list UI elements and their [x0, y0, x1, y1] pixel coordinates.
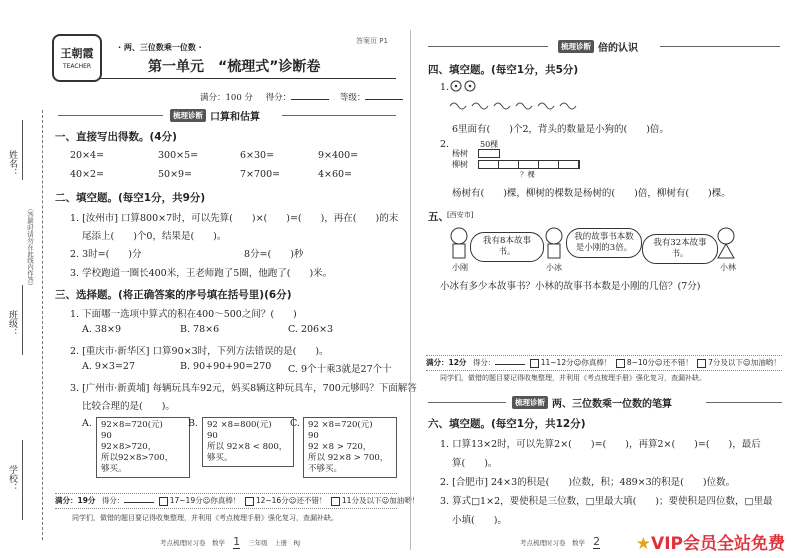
q6-heading: 六、填空题。(每空1分，共12分) [428, 418, 586, 430]
check-box[interactable] [245, 497, 254, 506]
box-line: 够买。 [207, 453, 233, 463]
q3-option-box-a[interactable] [96, 417, 190, 478]
dog-icon [472, 103, 488, 109]
q4-num2: 2. [440, 139, 450, 150]
brand-name: 王朝霞 [60, 47, 94, 60]
box-line: 92×8=720(元) [101, 420, 163, 430]
box-line: 90 [308, 431, 319, 441]
q2-line3a: 2. 3时=( )分 [70, 249, 142, 260]
box-line: 所以 92×8 > 700， [308, 453, 389, 463]
score-field-label: 得分： [265, 93, 292, 103]
q5-heading: 五、 [428, 211, 449, 223]
q4-line1: 6里面有( )个2，背头的数量是小狗的( )倍。 [452, 124, 669, 135]
score-field[interactable] [291, 90, 329, 100]
footer-right [520, 535, 600, 548]
bar-opt: 11~12分 [540, 358, 574, 367]
bar-score-field[interactable] [495, 356, 525, 365]
bar-opt: 12~16分 [255, 496, 289, 505]
bar-note: 你真棒！ [210, 496, 241, 505]
q2-heading: 二、填空题。(每空1分，共9分) [55, 192, 206, 204]
q4-line2: 杨树有( )棵，柳树的棵数是杨树的( )倍，柳树有( )棵。 [452, 188, 731, 199]
box-line: 所以 92×8 < 800， [207, 442, 288, 452]
bar-liu [478, 160, 580, 169]
kid-name-xiaobing: 小冰 [546, 263, 562, 272]
q5-answer-area[interactable] [440, 295, 780, 350]
dog-icon [516, 103, 532, 109]
box-line: 92×8>720， [101, 442, 157, 452]
page-divider [410, 30, 411, 550]
smile-icon: ☺ [202, 496, 211, 505]
class-label: 班级： [7, 310, 17, 337]
section-rule [58, 115, 163, 116]
box-line: 够买。 [101, 464, 127, 474]
section-rule-right [282, 115, 396, 116]
q2-line2: 尾添上( )个0，结果是( )。 [82, 231, 227, 242]
bar-yang [478, 149, 500, 158]
bubble-xiaogang: 我有8本故事书。 [470, 232, 544, 262]
q4-heading: 四、填空题。(每空1分，共5分) [428, 64, 579, 76]
kid-name-xiaogang: 小刚 [452, 263, 468, 272]
q1-item: 40×2= [70, 169, 105, 180]
vip-watermark[interactable] [636, 529, 785, 554]
footer-text: 考点梳理时习卷 数学 [520, 539, 585, 547]
bar-score-field[interactable] [124, 494, 154, 503]
check-box[interactable] [697, 359, 706, 368]
kid-xiaolin [712, 226, 740, 260]
q5-question: 小冰有多少本故事书？小林的故事书本数是小刚的几倍？(7分) [440, 281, 701, 292]
smile-icon: ☺ [573, 358, 582, 367]
footer-left [160, 535, 300, 548]
page-number: 2 [593, 535, 601, 548]
brand-logo [52, 34, 102, 82]
q1-item: 4×60= [318, 169, 353, 180]
q4-num1: 1. [440, 82, 450, 93]
bar-opt: 7分及以下 [708, 358, 743, 367]
page-number: 1 [233, 535, 241, 548]
footer-grade: 三年级 上册 RJ [248, 539, 301, 547]
q3-boxC-label: C. [290, 418, 300, 429]
q3-line4: 比较合理的是( )。 [82, 401, 175, 412]
q3-line2: 2. [重庆市·新华区] 口算90×3时，下列方法错误的是( )。 [70, 346, 329, 357]
section-title: 倍的认识 [598, 43, 638, 54]
title-rule [100, 78, 396, 79]
grade-field[interactable] [365, 90, 403, 100]
score-bar-right [426, 355, 782, 371]
q6-line4: 3. 算式□1×2，要使积是三位数，□里最大填( )；要使积是四位数，□里最 [440, 496, 773, 507]
bar-score: 得分： [472, 358, 496, 367]
kid-name-xiaolin: 小林 [720, 263, 736, 272]
q3-opt: C. 206×3 [288, 324, 334, 335]
footer-text: 考点梳理时习卷 数学 [160, 539, 225, 547]
q3-heading: 三、选择题。(将正确答案的序号填在括号里)(6分) [55, 289, 292, 301]
kid-xiaobing [540, 226, 568, 260]
section-title: 口算和估算 [210, 112, 260, 123]
box-line: 90 [101, 431, 112, 441]
bar-full: 满分：19分 [55, 496, 96, 505]
bar-opt: 11分及以下 [341, 496, 382, 505]
class-line [22, 285, 23, 355]
score-bar-left [55, 493, 420, 509]
q3-opt: A. 38×9 [82, 324, 121, 335]
q3-opt: B. 78×6 [180, 324, 220, 335]
box-line: 92 ×8 > 720， [308, 442, 372, 452]
section-tag: 梳理诊断 [512, 396, 548, 409]
q1-item: 6×30= [240, 150, 275, 161]
q4-val50: 50棵 [480, 140, 499, 149]
q3-opt: C. 9个十乘3就是27个十 [288, 364, 392, 375]
section-header-oral [170, 108, 260, 123]
school-label: 学校： [7, 465, 17, 492]
q1-item: 20×4= [70, 150, 105, 161]
q5-place: [西安市] [447, 211, 474, 219]
dog-icon [450, 103, 466, 109]
vip-text: VIP会员全站免费 [651, 534, 785, 554]
q3-option-box-b[interactable] [202, 417, 294, 467]
q3-boxA-label: A. [82, 418, 92, 429]
bar-note: 还不错！ [296, 496, 327, 505]
binding-strip [0, 120, 50, 550]
section-rule-right [660, 46, 780, 47]
box-line: 90 [207, 431, 218, 441]
brand-sub: TEACHER [62, 63, 92, 70]
check-box[interactable] [616, 359, 625, 368]
smile-icon: ☺ [381, 496, 390, 505]
score-header [200, 90, 403, 103]
check-box[interactable] [530, 359, 539, 368]
section-tag: 梳理诊断 [170, 109, 206, 122]
q3-option-box-c[interactable] [303, 417, 397, 478]
q3-opt: B. 90+90+90=270 [180, 361, 272, 372]
bar-opt: 17~19分 [169, 496, 203, 505]
q2-line4: 3. 学校跑道一圈长400米，王老师跑了5圈，他跑了( )米。 [70, 268, 333, 279]
chapter-label: · 两、三位数乘一位数 · [118, 43, 202, 52]
name-label: 姓名： [7, 150, 17, 177]
section-title: 两、三位数乘一位数的笔算 [552, 399, 672, 410]
section-rule-right [706, 402, 782, 403]
q1-heading: 一、直接写出得数。(4分) [55, 131, 177, 143]
q1-item: 50×9= [158, 169, 193, 180]
bar-note: 加油哟！ [389, 496, 420, 505]
name-line [22, 120, 23, 180]
bubble-xiaobing: 我的故事书本数是小刚的3倍。 [566, 228, 642, 258]
bubble-xiaolin: 我有32本故事书。 [642, 234, 718, 264]
smile-icon: ☺ [654, 358, 663, 367]
bar-note: 加油哟！ [750, 358, 781, 367]
q4-animals [448, 76, 688, 116]
q2-line1: 1. [汝州市] 口算800×7时，可以先算( )×( )=( )，再在( )的末 [70, 213, 399, 224]
star-icon: ★ [635, 534, 652, 554]
cut-line [42, 110, 43, 540]
boy-icon [445, 226, 473, 260]
section-rule [428, 46, 548, 47]
q6-line1: 1. 口算13×2时，可以先算2×( )=( )，再算2×( )=( )，最后 [440, 439, 761, 450]
section-header-written [512, 395, 672, 410]
page-title: 第一单元 “梳理式”诊断卷 [148, 59, 321, 75]
bar-score: 得分： [101, 496, 125, 505]
binding-note: （答题时请勿在此线内作答） [26, 205, 34, 290]
q3-line3: 3. [广州市·新黄埔] 每辆玩具车92元，妈买8辆这种玩具车，700元够吗？下面解答 [70, 383, 417, 394]
box-line: 92 ×8=800(元) [207, 420, 272, 430]
dog-icon [494, 103, 510, 109]
grade-field-label: 等级： [339, 93, 366, 103]
check-box[interactable] [331, 497, 340, 506]
bar-full: 满分：12分 [426, 358, 467, 367]
bird-icon [451, 81, 461, 91]
section-rule [428, 402, 506, 403]
q3-boxB-label: B. [188, 418, 199, 429]
answer-tag: 答案页 P1 [356, 37, 388, 45]
dog-icon [538, 103, 554, 109]
tip-right: 同学们，做错的题目要记得收集整理，并利用《考点梳理手册》强化复习，查漏补缺。 [440, 374, 706, 382]
label-liu: 柳树 [452, 160, 468, 169]
q3-opt: A. 9×3=27 [82, 361, 135, 372]
dog-icon [560, 103, 576, 109]
smile-icon: ☺ [742, 358, 751, 367]
box-line: 92 ×8=720(元) [308, 420, 373, 430]
bar-opt: 8~10分 [626, 358, 655, 367]
q1-item: 300×5= [158, 150, 199, 161]
q4-valq: ？棵 [520, 170, 535, 179]
check-box[interactable] [159, 497, 168, 506]
bar-note: 还不错！ [662, 358, 693, 367]
section-tag: 梳理诊断 [558, 40, 594, 53]
school-line [22, 440, 23, 520]
bar-note: 你真棒！ [581, 358, 612, 367]
tip-left: 同学们，做错的题目要记得收集整理，并利用《考点梳理手册》强化复习，查漏补缺。 [72, 514, 338, 522]
bird-icon [465, 81, 475, 91]
girl-icon [712, 226, 740, 260]
q6-line5: 小填( )。 [452, 515, 507, 526]
q1-item: 9×400= [318, 150, 359, 161]
box-line: 所以92×8>700， [101, 453, 174, 463]
label-yang: 杨树 [452, 149, 468, 158]
dog-icons-row [450, 103, 576, 109]
section-header-times [558, 39, 638, 54]
q1-item: 7×700= [240, 169, 281, 180]
full-score: 满分：100 分 [200, 93, 253, 103]
box-line: 不够买。 [308, 464, 343, 474]
q2-line3b: 8分=( )秒 [244, 249, 304, 260]
q6-line3: 2. [合肥市] 24×3的积是( )位数，积；489×3的积是( )位数。 [440, 477, 736, 488]
boy-icon [540, 226, 568, 260]
q6-line2: 算( )。 [452, 458, 498, 469]
kid-xiaogang [445, 226, 473, 260]
smile-icon: ☺ [288, 496, 297, 505]
q3-line1: 1. 下面哪一选项中算式的积在400～500之间？( ) [70, 309, 297, 320]
